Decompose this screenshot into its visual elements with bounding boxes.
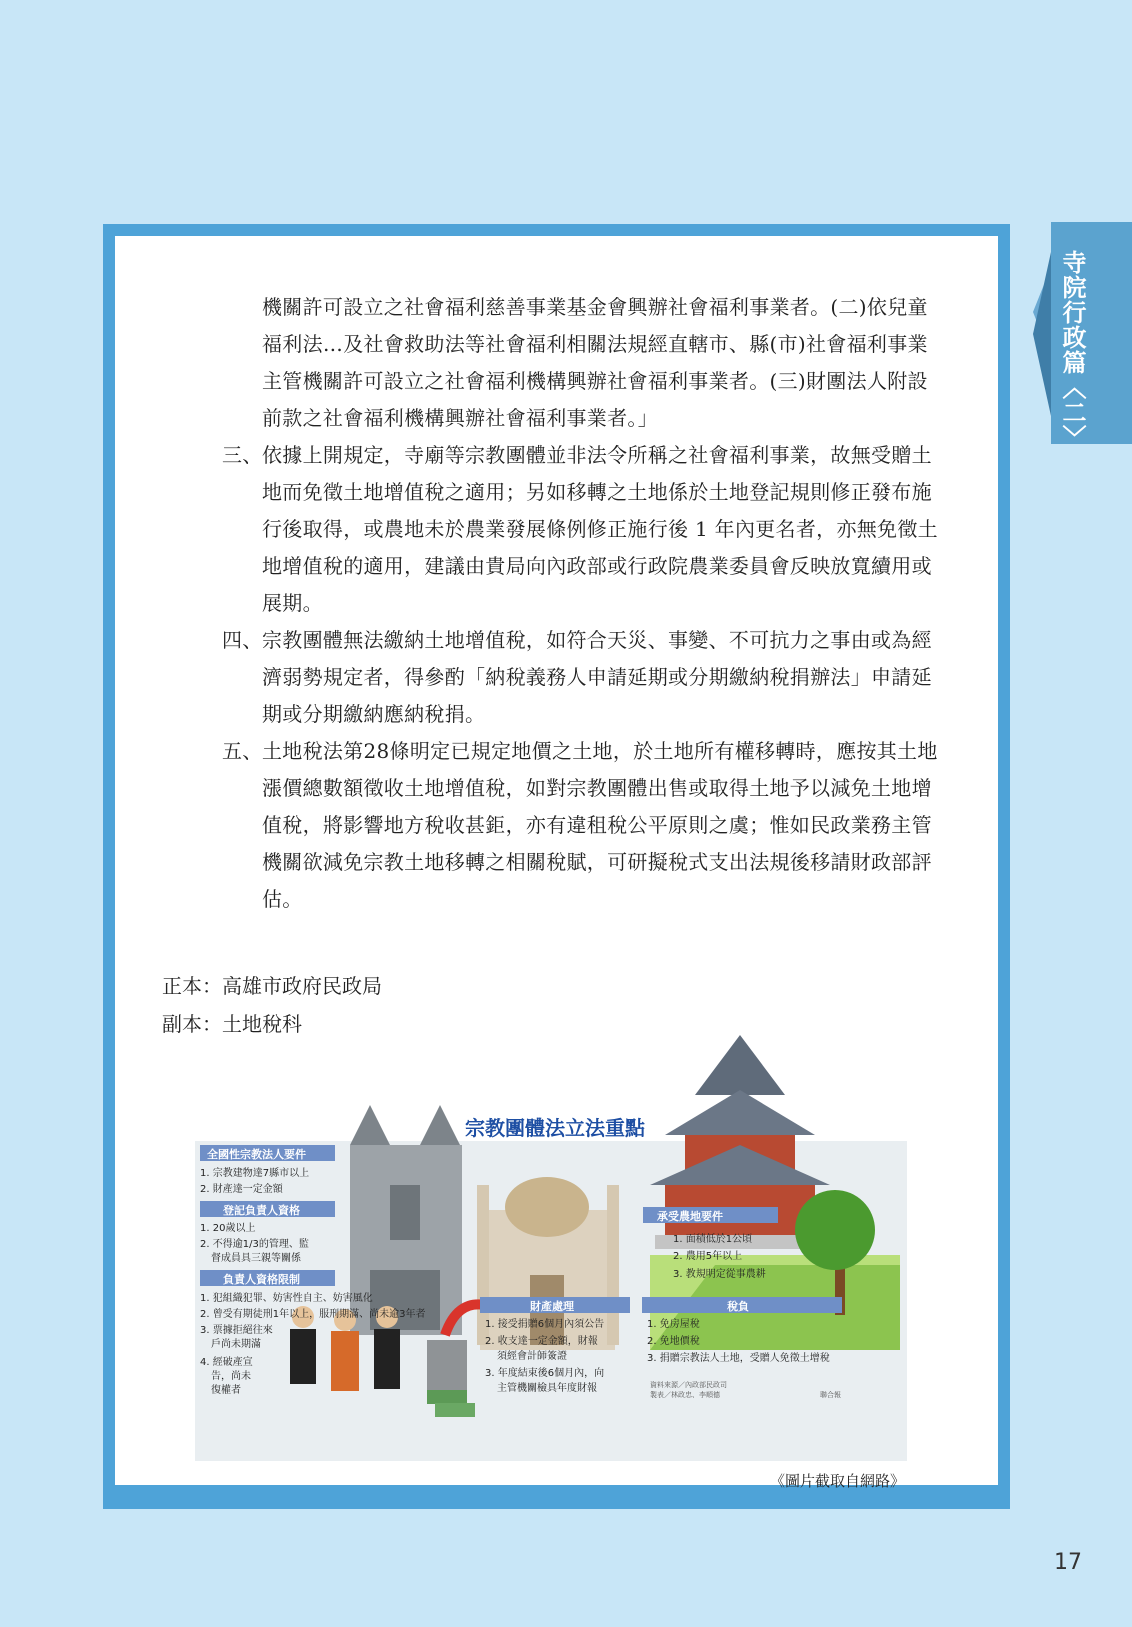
property-line: 1. 接受捐贈6個月內須公告 [485, 1319, 605, 1330]
item-number: 五、 [222, 739, 263, 763]
restriction-line: 告，尚未 [211, 1371, 251, 1382]
restriction-line: 復權者 [211, 1385, 241, 1396]
infographic-title: 宗教團體法立法重點 [465, 1116, 645, 1140]
tax-heading: 稅負 [727, 1300, 749, 1313]
restriction-line: 戶尚未期滿 [211, 1339, 261, 1350]
national-line: 2. 財產達一定金額 [200, 1184, 283, 1195]
tax-line: 3. 捐贈宗教法人土地，受贈人免徵土增稅 [647, 1353, 830, 1364]
item-number: 三、 [222, 443, 263, 467]
continued-paragraph: 機關許可設立之社會福利慈善事業基金會興辦社會福利事業者。(二)依兒童福利法…及社會救助法等社會福利相關法規經直轄市、縣(市)社會福利事業主管機關許可設立之社會福利機構興辦社會福利事業者。(三)財團法人附設前款之社會福利機構興辦社會福利事業者。」 [262, 295, 928, 430]
tax-line: 2. 免地價稅 [647, 1336, 700, 1347]
list-item [222, 733, 942, 918]
source-note: 資料來源／內政部民政司 [650, 1381, 727, 1389]
property-line: 主管機關檢具年度財報 [497, 1383, 597, 1394]
list-item [222, 437, 942, 622]
restriction-line: 1. 犯組織犯罪、妨害性自主、妨害風化 [200, 1293, 373, 1304]
farmland-line: 3. 教規明定從事農耕 [673, 1269, 766, 1280]
page-number: 17 [1054, 1550, 1082, 1575]
national-heading: 全國性宗教法人要件 [207, 1148, 306, 1161]
property-line: 2. 收支達一定金額，財報 [485, 1336, 598, 1347]
restriction-heading: 負責人資格限制 [223, 1273, 300, 1286]
farmland-line: 2. 農用5年以上 [673, 1251, 743, 1262]
farmland-line: 1. 面積低於1公頃 [673, 1234, 753, 1245]
property-line: 須經會計師簽證 [497, 1351, 567, 1362]
registration-heading: 登記負責人資格 [223, 1204, 300, 1217]
list-item [222, 622, 942, 733]
copy-recipient: 副本：土地稅科 [162, 1012, 302, 1036]
registration-line: 督成員具三親等關係 [211, 1253, 301, 1264]
item-number: 四、 [222, 628, 263, 652]
property-heading: 財產處理 [530, 1300, 574, 1313]
restriction-line: 3. 票據拒絕往來 [200, 1325, 273, 1336]
editor-note: 製表／林政忠、李順德 [650, 1391, 720, 1399]
item-text: 依據上開規定，寺廟等宗教團體並非法令所稱之社會福利事業，故無受贈土地而免徵土地增值稅之適用；另如移轉之土地係於土地登記規則修正發布施行後取得，或農地未於農業發展條例修正施行後 1 年內更名者，亦無免徵土地增值稅的適用，建議由貴局向內政部或行政院農業委員會反映放寬續用或展期。 [262, 443, 938, 615]
national-line: 1. 宗教建物達7縣市以上 [200, 1168, 310, 1179]
religious-law-infographic [195, 1035, 907, 1465]
property-line: 3. 年度結束後6個月內，向 [485, 1368, 605, 1379]
chapter-title: 寺院行政篇〈二〉 [1058, 250, 1086, 450]
recipients [162, 967, 382, 1043]
item-text: 宗教團體無法繳納土地增值稅，如符合天災、事變、不可抗力之事由或為經濟弱勢規定者，得參酌「納稅義務人申請延期或分期繳納稅捐辦法」申請延期或分期繳納應納稅捐。 [262, 628, 932, 726]
tax-line: 1. 免房屋稅 [647, 1319, 700, 1330]
restriction-line: 4. 經破產宣 [200, 1357, 253, 1368]
item-text: 土地稅法第28條明定已規定地價之土地，於土地所有權移轉時，應按其土地漲價總數額徵收土地增值稅，如對宗教團體出售或取得土地予以減免土地增值稅，將影響地方稅收甚鉅，亦有違租稅公平原則之虞；惟如民政業務主管機關欲減免宗教土地移轉之相關稅賦，可研擬稅式支出法規後移請財政部評估。 [262, 739, 938, 911]
publisher-note: 聯合報 [820, 1391, 841, 1399]
farmland-heading: 承受農地要件 [657, 1210, 723, 1223]
letter-body [222, 289, 942, 918]
original-recipient: 正本：高雄市政府民政局 [162, 974, 382, 998]
registration-line: 1. 20歲以上 [200, 1223, 256, 1234]
image-caption: 《圖片截取自網路》 [770, 1472, 906, 1490]
registration-line: 2. 不得逾1/3的管理、監 [200, 1239, 309, 1250]
restriction-line: 2. 曾受有期徒刑1年以上，服刑期滿、尚未逾3年者 [200, 1309, 426, 1320]
